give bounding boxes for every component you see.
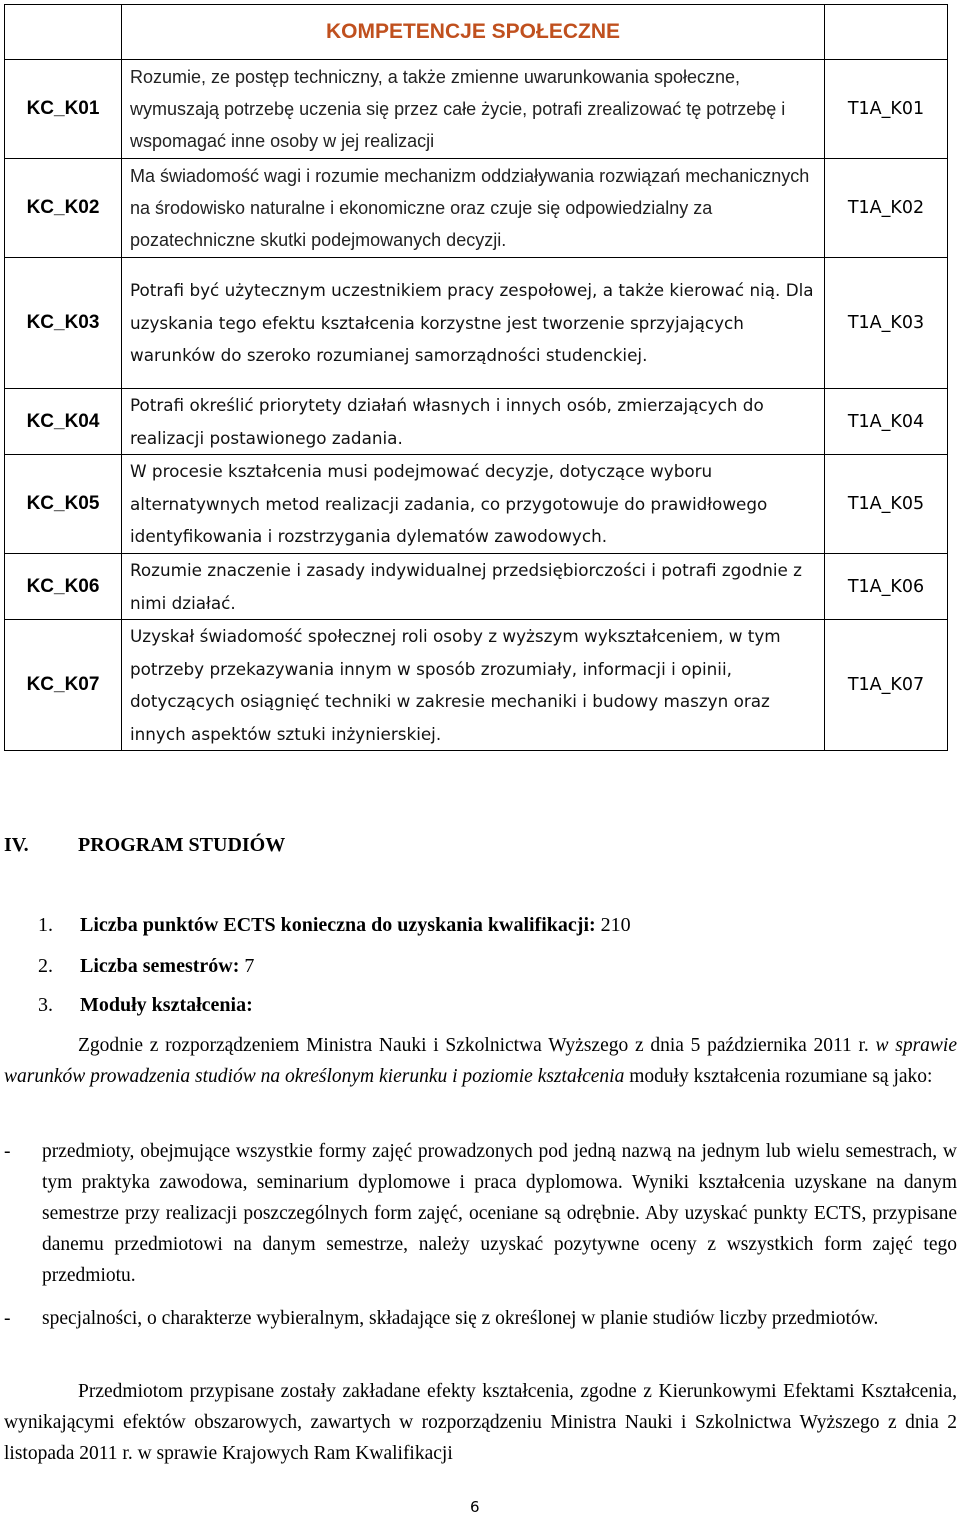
list-label: Liczba semestrów: <box>80 955 240 977</box>
intro-paragraph <box>4 1030 957 1092</box>
table-header-row <box>5 5 948 60</box>
row-reference: T1A_K02 <box>825 159 948 258</box>
intro-italic-text: w sprawie warunków prowadzenia studiów na określonym kierunku i poziomie kształcenia <box>4 1035 957 1087</box>
intro-text-end: moduły kształcenia rozumiane są jako: <box>624 1066 933 1087</box>
list-value: 210 <box>595 914 631 936</box>
row-reference: T1A_K04 <box>825 389 948 455</box>
row-description: Rozumie znaczenie i zasady indywidualnej przedsiębiorczości i potrafi zgodnie z nimi działać. <box>122 554 825 620</box>
list-value: 7 <box>239 955 255 977</box>
page-number: 6 <box>470 1498 480 1516</box>
bullet-item <box>4 1303 957 1334</box>
table-row <box>5 455 948 554</box>
bullet-text: specjalności, o charakterze wybieralnym, składające się z określonej w planie studiów liczby przedmiotów. <box>42 1308 879 1329</box>
section-heading <box>4 834 285 857</box>
list-item <box>38 955 254 978</box>
list-item <box>38 914 631 937</box>
list-item <box>38 994 253 1017</box>
table-title: KOMPETENCJE SPOŁECZNE <box>122 5 825 60</box>
table-row <box>5 389 948 455</box>
competences-table <box>4 4 948 751</box>
row-reference: T1A_K01 <box>825 60 948 159</box>
row-reference: T1A_K05 <box>825 455 948 554</box>
row-code: KC_K04 <box>5 389 122 455</box>
bullet-item <box>4 1136 957 1291</box>
row-description: Potrafi być użytecznym uczestnikiem pracy zespołowej, a także kierować nią. Dla uzyskania tego efektu kształcenia korzystne jest tworzenie sprzyjających warunków do szeroko rozumianej samorządności studenckiej. <box>122 258 825 389</box>
row-reference: T1A_K06 <box>825 554 948 620</box>
table-row <box>5 620 948 751</box>
table-row <box>5 60 948 159</box>
dash-bullet: - <box>4 1308 11 1329</box>
closing-text: Przedmiotom przypisane zostały zakładane efekty kształcenia, zgodne z Kierunkowymi Efektami Kształcenia, wynikającymi efektów obszarowych, zawartych w rozporządzeniu Ministra Nauki i Szkolnictwa Wyższego z dnia 2 listopada 2011 r. w sprawie Krajowych Ram Kwalifikacji <box>4 1381 957 1464</box>
header-empty-cell <box>5 5 122 60</box>
table-row <box>5 258 948 389</box>
closing-paragraph <box>4 1376 957 1469</box>
row-reference: T1A_K03 <box>825 258 948 389</box>
row-description: W procesie kształcenia musi podejmować decyzje, dotyczące wyboru alternatywnych metod realizacji zadania, co przygotowuje do prawidłowego identyfikowania i rozstrzygania dylematów zawodowych. <box>122 455 825 554</box>
bullet-text: przedmioty, obejmujące wszystkie formy zajęć prowadzonych pod jedną nazwą na jednym lub wielu semestrach, w tym praktyka zawodowa, seminarium dyplomowe i praca dyplomowa. Wyniki kształcenia uzyskane na danym semestrze przy realizacji poszczególnych form zajęć, oceniane są odrębnie. Aby uzyskać punkty ECTS, przypisane danemu przedmiotowi na danym semestrze, należy uzyskać pozytywne oceny z wszystkich form zajęć tego przedmiotu. <box>42 1141 957 1286</box>
row-code: KC_K07 <box>5 620 122 751</box>
list-number: 1. <box>38 914 53 936</box>
section-title: PROGRAM STUDIÓW <box>78 834 286 856</box>
header-empty-cell <box>825 5 948 60</box>
row-code: KC_K05 <box>5 455 122 554</box>
row-code: KC_K06 <box>5 554 122 620</box>
row-code: KC_K02 <box>5 159 122 258</box>
row-description: Ma świadomość wagi i rozumie mechanizm oddziaływania rozwiązań mechanicznych na środowisko naturalne i ekonomiczne oraz czuje się odpowiedzialny za pozatechniczne skutki podejmowanych decyzji. <box>122 159 825 258</box>
list-label: Liczba punktów ECTS konieczna do uzyskania kwalifikacji: <box>80 914 596 936</box>
row-description: Uzyskał świadomość społecznej roli osoby z wyższym wykształceniem, w tym potrzeby przekazywania innym w sposób zrozumiały, informacji i opinii, dotyczących osiągnięć techniki w zakresie mechaniki i budowy maszyn oraz innych aspektów sztuki inżynierskiej. <box>122 620 825 751</box>
row-description: Rozumie, ze postęp techniczny, a także zmienne uwarunkowania społeczne, wymuszają potrzebę uczenia się przez całe życie, potrafi zrealizować tę potrzebę i wspomagać inne osoby w jej realizacji <box>122 60 825 159</box>
dash-bullet: - <box>4 1141 11 1162</box>
table-row <box>5 159 948 258</box>
section-number: IV. <box>4 834 29 856</box>
list-number: 3. <box>38 994 53 1016</box>
list-label: Moduły kształcenia: <box>80 994 253 1016</box>
list-number: 2. <box>38 955 53 977</box>
row-code: KC_K01 <box>5 60 122 159</box>
table-row <box>5 554 948 620</box>
row-code: KC_K03 <box>5 258 122 389</box>
row-description: Potrafi określić priorytety działań własnych i innych osób, zmierzających do realizacji postawionego zadania. <box>122 389 825 455</box>
intro-text: Zgodnie z rozporządzeniem Ministra Nauki i Szkolnictwa Wyższego z dnia 5 października 2011 r. <box>78 1035 876 1056</box>
row-reference: T1A_K07 <box>825 620 948 751</box>
